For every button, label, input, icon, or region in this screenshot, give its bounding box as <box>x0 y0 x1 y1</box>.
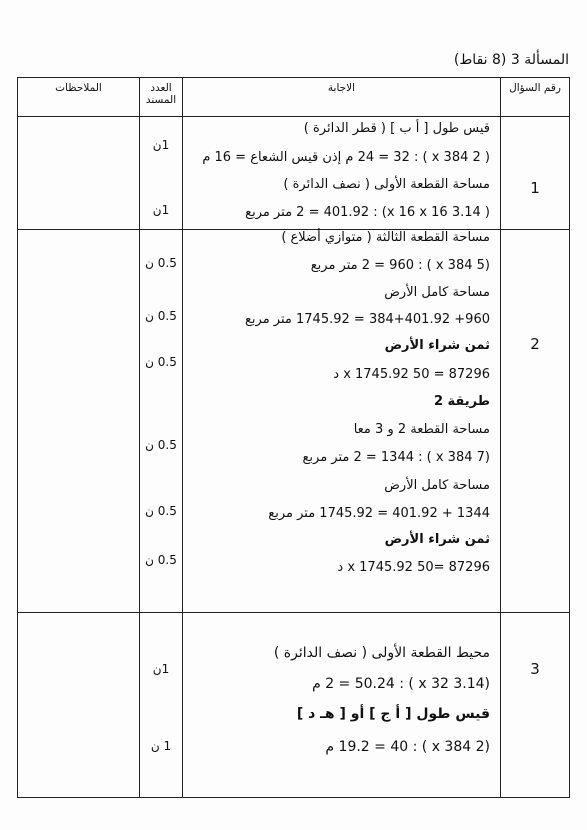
header-notes: الملاحظات <box>18 78 140 117</box>
points-value: 0.5 ن <box>145 553 177 567</box>
answer-line: مساحة القطعة الثالثة ( متوازي أضلاع ) <box>281 230 490 245</box>
points-cell <box>140 117 183 230</box>
points-value: 1ن <box>152 138 170 152</box>
header-question-number: رقم السؤال <box>501 78 570 117</box>
table-row <box>18 230 570 613</box>
page-title: المسألة 3 (8 نقاط) <box>453 52 569 68</box>
points-value: 0.5 ن <box>145 438 177 452</box>
header-answer: الاجابة <box>183 78 501 117</box>
points-cell <box>140 613 183 798</box>
points-value: 0.5 ن <box>145 309 177 323</box>
notes-cell <box>18 613 140 798</box>
answer-line: ( 3.14 x 16 x 16) : 2 = 401.92 متر مربع <box>245 205 490 220</box>
answer-line: قيس طول [ أ ج ] أو [ هـ د ] <box>296 706 490 722</box>
points-value: 0.5 ن <box>145 355 177 369</box>
answer-line: 960+ 384+401.92 = 1745.92 متر مربع <box>245 312 490 327</box>
answer-line: ثمن شراء الأرض <box>384 532 490 547</box>
table-row <box>18 613 570 798</box>
question-number-cell <box>501 117 570 230</box>
answer-line: مساحة القطعة الأولى ( نصف الدائرة ) <box>283 177 490 192</box>
header-row <box>18 78 570 117</box>
question-number: 1 <box>530 179 540 197</box>
answer-line: 1344 + 401.92 = 1745.92 متر مربع <box>268 506 490 521</box>
points-value: 1 ن <box>150 739 172 753</box>
question-number: 3 <box>530 660 540 678</box>
answer-line: محيط القطعة الأولى ( نصف الدائرة ) <box>273 645 490 661</box>
answer-cell <box>183 613 501 798</box>
notes-cell <box>18 230 140 613</box>
header-points: العدد المسند <box>140 78 183 117</box>
answer-line: 87296 =50 x 1745.92 د <box>337 560 490 575</box>
answer-cell <box>183 117 501 230</box>
answer-line: (2 x 384 ) : 19.2 = 40 م <box>325 739 490 755</box>
answer-cell <box>183 230 501 613</box>
answer-line: مساحة كامل الأرض <box>384 478 490 493</box>
answer-table <box>17 77 570 798</box>
question-number: 2 <box>530 335 540 353</box>
points-value: 1ن <box>152 203 170 217</box>
answer-line: طريقة 2 <box>433 394 490 409</box>
answer-line: مساحة كامل الأرض <box>384 285 490 300</box>
table-row <box>18 117 570 230</box>
answer-line: ثمن شراء الأرض <box>384 338 490 353</box>
answer-line: ( 2 x 384 ) : 24 = 32 م إذن قيس الشعاع = 16 م <box>202 150 490 165</box>
notes-cell <box>18 117 140 230</box>
question-number-cell <box>501 613 570 798</box>
answer-line: (5 x 384 ) : 2 = 960 متر مربع <box>310 258 490 273</box>
points-value: 0.5 ن <box>145 256 177 270</box>
answer-line: (7 x 384 ) : 2 = 1344 متر مربع <box>302 450 490 465</box>
points-value: 0.5 ن <box>145 504 177 518</box>
answer-line: مساحة القطعة 2 و 3 معا <box>353 422 490 437</box>
answer-line: 87296 = 50 x 1745.92 د <box>333 367 490 382</box>
points-cell <box>140 230 183 613</box>
answer-line: قيس طول [ أ ب ] ( قطر الدائرة ) <box>303 121 490 136</box>
question-number-cell <box>501 230 570 613</box>
answer-line: (3.14 x 32 ) : 2 = 50.24 م <box>312 676 490 692</box>
points-value: 1ن <box>152 662 170 676</box>
